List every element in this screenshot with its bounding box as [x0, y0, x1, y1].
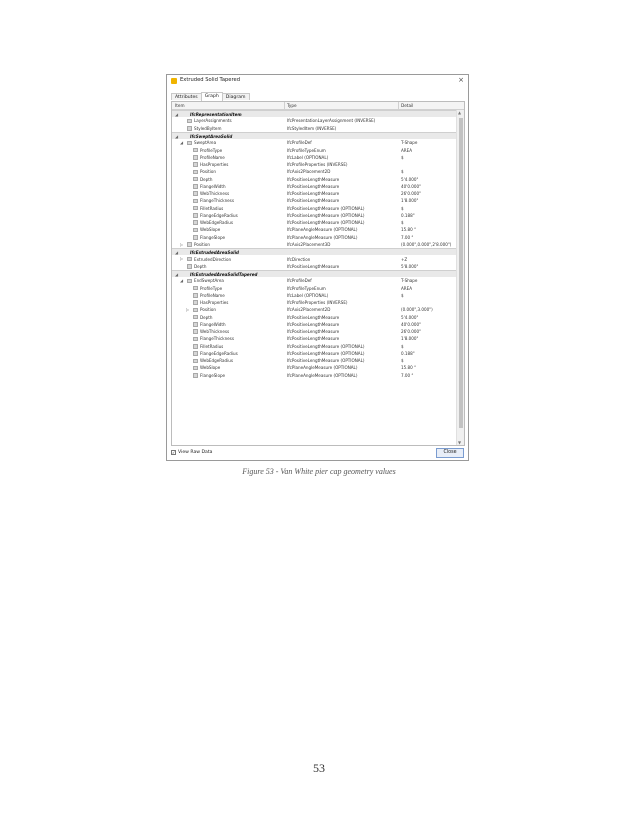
close-icon[interactable]: ×	[458, 76, 464, 84]
attribute-icon	[187, 264, 192, 269]
attribute-icon	[193, 337, 198, 342]
attribute-detail: AREA	[401, 147, 413, 153]
tree-row[interactable]	[172, 277, 457, 284]
dialog-title: Extruded Solid Tapered	[180, 77, 240, 83]
tree-row[interactable]	[172, 234, 457, 241]
attribute-type: IfcStyledItem (INVERSE)	[287, 125, 337, 131]
tab-bar	[171, 93, 249, 101]
attribute-icon	[187, 141, 192, 146]
tree-row[interactable]	[172, 125, 457, 132]
tree-section-row[interactable]	[172, 132, 457, 139]
attribute-name: StyledByItem	[194, 125, 222, 131]
attribute-name: FilletRadius	[200, 205, 224, 211]
attribute-detail: AREA	[401, 285, 413, 291]
attribute-type: IfcPositiveLengthMeasure (OPTIONAL)	[287, 358, 365, 364]
attribute-icon	[193, 191, 198, 196]
attribute-detail: 1'8.000"	[401, 198, 419, 204]
attribute-type: IfcPositiveLengthMeasure (OPTIONAL)	[287, 205, 365, 211]
attribute-type: IfcAxis2Placement2D	[287, 307, 331, 313]
attribute-detail: 26'0.000"	[401, 191, 421, 197]
section-name: IfcExtrudedAreaSolidTapered	[190, 272, 258, 278]
app-icon	[171, 78, 177, 84]
attribute-type: IfcPlaneAngleMeasure (OPTIONAL)	[287, 234, 358, 240]
attribute-type: IfcPositiveLengthMeasure (OPTIONAL)	[287, 212, 365, 218]
scroll-down-icon[interactable]: ▼	[458, 440, 462, 445]
attribute-icon	[187, 257, 192, 262]
attribute-type: IfcPositiveLengthMeasure	[287, 191, 340, 197]
attribute-type: IfcAxis2Placement2D	[287, 169, 331, 175]
attribute-detail: T-Shape	[401, 140, 418, 146]
attribute-icon	[193, 373, 198, 378]
attribute-detail: (0.000",0.000",2'8.000")	[401, 241, 452, 247]
column-header	[172, 102, 464, 110]
attribute-type: IfcPositiveLengthMeasure	[287, 314, 340, 320]
extruded-solid-dialog	[166, 74, 469, 461]
section-name: IfcSweptAreaSolid	[190, 133, 233, 139]
collapse-arrow-icon[interactable]: ◢	[175, 133, 179, 139]
attribute-icon	[193, 199, 198, 204]
attribute-icon	[193, 286, 198, 291]
attribute-icon	[193, 184, 198, 189]
tree-row[interactable]	[172, 219, 457, 226]
attribute-detail: 7.00 °	[401, 372, 414, 378]
column-divider[interactable]	[398, 102, 399, 109]
tree-row[interactable]	[172, 328, 457, 335]
scroll-thumb[interactable]	[459, 118, 463, 428]
tree-rows	[172, 110, 457, 379]
tree-row[interactable]	[172, 190, 457, 197]
tree-row[interactable]	[172, 364, 457, 371]
attribute-type: IfcProfileTypeEnum	[287, 285, 326, 291]
attribute-name: FlangeEdgeRadius	[200, 212, 238, 218]
tree-row[interactable]	[172, 146, 457, 153]
tree-row[interactable]	[172, 168, 457, 175]
tree-row[interactable]	[172, 284, 457, 291]
collapse-arrow-icon[interactable]: ◢	[180, 140, 184, 146]
attribute-icon	[187, 126, 192, 131]
section-name: IfcRepresentationItem	[190, 112, 242, 118]
vertical-scrollbar[interactable]	[456, 110, 464, 445]
collapse-arrow-icon[interactable]: ◢	[175, 271, 179, 277]
attribute-detail: 15.80 °	[401, 365, 417, 371]
attribute-detail: $	[401, 358, 404, 364]
tree-row[interactable]	[172, 335, 457, 342]
attribute-type: IfcProfileTypeEnum	[287, 147, 326, 153]
tree-row[interactable]	[172, 263, 457, 270]
attribute-icon	[193, 351, 198, 356]
attribute-name: WebThickness	[200, 329, 230, 335]
page-number: 53	[313, 761, 325, 775]
attribute-detail: 40'0.000"	[401, 321, 421, 327]
tree-section-row[interactable]	[172, 110, 457, 117]
attribute-name: WebSlope	[200, 227, 221, 233]
expand-arrow-icon[interactable]: ▷	[180, 241, 184, 247]
attribute-name: LayerAssignments	[194, 118, 232, 124]
attribute-icon	[193, 366, 198, 371]
tree-row[interactable]	[172, 139, 457, 146]
attribute-type: IfcPositiveLengthMeasure	[287, 198, 340, 204]
close-button[interactable]: Close	[436, 448, 464, 458]
tree-row[interactable]	[172, 161, 457, 168]
attribute-type: IfcPositiveLengthMeasure	[287, 336, 340, 342]
attribute-name: Position	[194, 241, 210, 247]
attribute-detail: 26'0.000"	[401, 329, 421, 335]
attribute-name: FlangeWidth	[200, 183, 226, 189]
attribute-type: IfcPositiveLengthMeasure (OPTIONAL)	[287, 220, 365, 226]
tree-row[interactable]	[172, 343, 457, 350]
attribute-detail: +Z	[401, 256, 408, 262]
attribute-type: IfcProfileProperties (INVERSE)	[287, 300, 348, 306]
attribute-name: ProfileName	[200, 292, 225, 298]
attribute-type: IfcAxis2Placement3D	[287, 241, 331, 247]
tree-row[interactable]	[172, 255, 457, 262]
tree-section-row[interactable]	[172, 248, 457, 255]
attribute-name: SweptArea	[194, 140, 217, 146]
attribute-type: IfcDirection	[287, 256, 311, 262]
attribute-detail: 0.188"	[401, 212, 415, 218]
attribute-name: FilletRadius	[200, 343, 224, 349]
property-tree	[171, 101, 465, 446]
attribute-type: IfcPresentationLayerAssignment (INVERSE)	[287, 118, 376, 124]
scroll-up-icon[interactable]: ▲	[458, 110, 462, 115]
figure-caption: Figure 53 - Van White pier cap geometry values	[242, 467, 396, 476]
attribute-icon	[193, 148, 198, 153]
attribute-detail: 0.188"	[401, 350, 415, 356]
column-header-detail[interactable]: Detail	[401, 103, 414, 108]
attribute-detail: 1'8.000"	[401, 336, 419, 342]
tree-row[interactable]	[172, 292, 457, 299]
attribute-name: ProfileName	[200, 154, 225, 160]
attribute-icon	[193, 155, 198, 160]
attribute-icon	[193, 359, 198, 364]
attribute-icon	[193, 170, 198, 175]
attribute-detail: 5'4.000"	[401, 314, 419, 320]
attribute-icon	[193, 300, 198, 305]
attribute-detail: T-Shape	[401, 278, 418, 284]
attribute-name: FlangeSlope	[200, 372, 226, 378]
attribute-name: HasProperties	[200, 162, 229, 168]
attribute-type: IfcPositiveLengthMeasure (OPTIONAL)	[287, 343, 365, 349]
tree-row[interactable]	[172, 357, 457, 364]
attribute-type: IfcProfileDef	[287, 278, 312, 284]
dialog-titlebar	[167, 75, 468, 87]
attribute-type: IfcPositiveLengthMeasure	[287, 263, 340, 269]
tree-row[interactable]	[172, 212, 457, 219]
attribute-detail: $	[401, 343, 404, 349]
attribute-name: WebEdgeRadius	[200, 358, 233, 364]
attribute-type: IfcPositiveLengthMeasure	[287, 329, 340, 335]
tree-row[interactable]	[172, 117, 457, 124]
attribute-icon	[193, 228, 198, 233]
attribute-icon	[193, 329, 198, 334]
attribute-icon	[193, 322, 198, 327]
view-raw-data-label: View Raw Data	[178, 450, 213, 455]
attribute-detail: $	[401, 205, 404, 211]
view-raw-data-checkbox[interactable]: ✓	[172, 450, 176, 455]
attribute-type: IfcLabel (OPTIONAL)	[287, 292, 329, 298]
tab-attributes[interactable]: Attributes	[171, 93, 202, 100]
attribute-name: ProfileType	[200, 147, 223, 153]
tree-row[interactable]	[172, 226, 457, 233]
attribute-name: FlangeWidth	[200, 321, 226, 327]
attribute-type: IfcLabel (OPTIONAL)	[287, 154, 329, 160]
tree-section-row[interactable]	[172, 270, 457, 277]
attribute-icon	[187, 119, 192, 124]
attribute-name: Position	[200, 307, 216, 313]
column-header-item[interactable]: Item	[175, 103, 185, 108]
attribute-name: ExtrudedDirection	[194, 256, 232, 262]
attribute-type: IfcPositiveLengthMeasure	[287, 183, 340, 189]
attribute-name: FlangeEdgeRadius	[200, 350, 238, 356]
attribute-detail: $	[401, 220, 404, 226]
attribute-name: Depth	[200, 176, 213, 182]
tab-diagram[interactable]: Diagram	[222, 93, 250, 100]
tree-row[interactable]	[172, 204, 457, 211]
column-divider[interactable]	[284, 102, 285, 109]
tree-row[interactable]	[172, 350, 457, 357]
attribute-icon	[193, 308, 198, 313]
tree-row[interactable]	[172, 299, 457, 306]
tree-row[interactable]	[172, 175, 457, 182]
attribute-detail: 5'8.000"	[401, 263, 419, 269]
attribute-detail: 7.00 °	[401, 234, 414, 240]
collapse-arrow-icon[interactable]: ◢	[175, 250, 179, 256]
attribute-icon	[193, 206, 198, 211]
tree-row[interactable]	[172, 372, 457, 379]
attribute-detail: $	[401, 292, 404, 298]
attribute-detail: $	[401, 154, 404, 160]
attribute-name: WebThickness	[200, 191, 230, 197]
section-name: IfcExtrudedAreaSolid	[190, 250, 239, 256]
attribute-name: Depth	[194, 263, 207, 269]
tab-graph[interactable]: Graph	[201, 92, 223, 101]
attribute-icon	[193, 213, 198, 218]
attribute-type: IfcProfileDef	[287, 140, 312, 146]
attribute-type: IfcPlaneAngleMeasure (OPTIONAL)	[287, 365, 358, 371]
tree-row[interactable]	[172, 313, 457, 320]
column-header-type[interactable]: Type	[287, 103, 297, 108]
tree-row[interactable]	[172, 154, 457, 161]
attribute-detail: 15.80 °	[401, 227, 417, 233]
attribute-detail: 40'0.000"	[401, 183, 421, 189]
attribute-icon	[187, 242, 192, 247]
attribute-name: Depth	[200, 314, 213, 320]
collapse-arrow-icon[interactable]: ◢	[175, 112, 179, 117]
attribute-name: FlangeThickness	[200, 336, 234, 342]
attribute-type: IfcPlaneAngleMeasure (OPTIONAL)	[287, 372, 358, 378]
tree-row[interactable]	[172, 241, 457, 248]
tree-row[interactable]	[172, 306, 457, 313]
attribute-icon	[193, 162, 198, 167]
attribute-type: IfcPositiveLengthMeasure (OPTIONAL)	[287, 350, 365, 356]
attribute-icon	[193, 344, 198, 349]
attribute-name: FlangeThickness	[200, 198, 234, 204]
attribute-type: IfcPlaneAngleMeasure (OPTIONAL)	[287, 227, 358, 233]
attribute-type: IfcPositiveLengthMeasure	[287, 321, 340, 327]
attribute-detail: 5'4.000"	[401, 176, 419, 182]
expand-arrow-icon[interactable]: ▷	[180, 256, 184, 262]
attribute-name: ProfileType	[200, 285, 223, 291]
tree-row[interactable]	[172, 197, 457, 204]
attribute-icon	[193, 220, 198, 225]
attribute-name: HasProperties	[200, 300, 229, 306]
attribute-type: IfcProfileProperties (INVERSE)	[287, 162, 348, 168]
attribute-name: FlangeSlope	[200, 234, 226, 240]
attribute-icon	[193, 315, 198, 320]
attribute-name: Position	[200, 169, 216, 175]
expand-arrow-icon[interactable]: ▷	[186, 307, 190, 313]
tree-row[interactable]	[172, 183, 457, 190]
attribute-icon	[193, 293, 198, 298]
attribute-icon	[193, 177, 198, 182]
attribute-detail: (0.000",3.000")	[401, 307, 433, 313]
collapse-arrow-icon[interactable]: ◢	[180, 278, 184, 284]
attribute-type: IfcPositiveLengthMeasure	[287, 176, 340, 182]
attribute-detail: $	[401, 169, 404, 175]
attribute-icon	[187, 279, 192, 284]
attribute-icon	[193, 235, 198, 240]
attribute-name: WebSlope	[200, 365, 221, 371]
attribute-name: EndSweptArea	[194, 278, 224, 284]
attribute-name: WebEdgeRadius	[200, 220, 233, 226]
tree-row[interactable]	[172, 321, 457, 328]
